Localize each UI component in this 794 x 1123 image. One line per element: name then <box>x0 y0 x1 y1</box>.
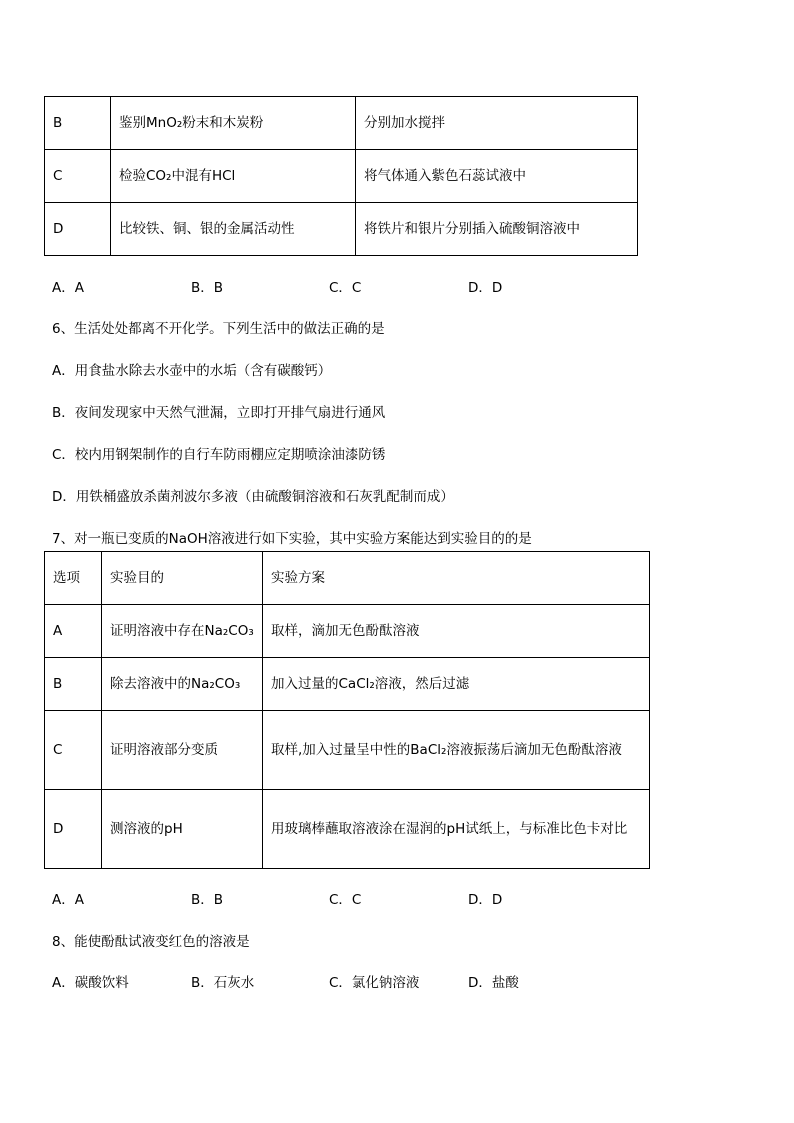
q5-table <box>44 96 638 256</box>
table-row <box>45 711 650 790</box>
method-cell: 分别加水搅拌 <box>356 97 638 150</box>
purpose-cell: 测溶液的pH <box>102 790 263 869</box>
q6-stem: 6、生活处处都离不开化学。下列生活中的做法正确的是 <box>52 321 385 337</box>
method-cell: 取样,加入过量呈中性的BaCl₂溶液振荡后滴加无色酚酞溶液 <box>263 711 650 790</box>
option-a: A．碳酸饮料 <box>52 975 129 991</box>
table-row <box>45 150 638 203</box>
method-cell: 将铁片和银片分别插入硫酸铜溶液中 <box>356 203 638 256</box>
option-cell: C <box>45 711 102 790</box>
table-header-row <box>45 552 650 605</box>
option-b: B．石灰水 <box>191 975 255 991</box>
option-b: B．B <box>191 892 224 908</box>
option-cell: A <box>45 605 102 658</box>
table-row <box>45 790 650 869</box>
option-c: C．C <box>329 892 362 908</box>
q7-stem: 7、对一瓶已变质的NaOH溶液进行如下实验，其中实验方案能达到实验目的的是 <box>52 531 532 547</box>
q7-table <box>44 551 650 869</box>
method-cell: 取样，滴加无色酚酞溶液 <box>263 605 650 658</box>
option-d: D．D <box>468 892 503 908</box>
table-row <box>45 97 638 150</box>
purpose-cell: 鉴别MnO₂粉末和木炭粉 <box>111 97 356 150</box>
q6-option-b: B．夜间发现家中天然气泄漏，立即打开排气扇进行通风 <box>52 405 386 421</box>
table-row <box>45 203 638 256</box>
purpose-cell: 证明溶液中存在Na₂CO₃ <box>102 605 263 658</box>
option-a: A．A <box>52 280 84 296</box>
option-cell: B <box>45 658 102 711</box>
table-row <box>45 605 650 658</box>
header-purpose: 实验目的 <box>102 552 263 605</box>
method-cell: 用玻璃棒蘸取溶液涂在湿润的pH试纸上，与标准比色卡对比 <box>263 790 650 869</box>
method-cell: 加入过量的CaCl₂溶液，然后过滤 <box>263 658 650 711</box>
option-c: C．氯化钠溶液 <box>329 975 420 991</box>
q6-option-a: A．用食盐水除去水壶中的水垢（含有碳酸钙） <box>52 363 332 379</box>
purpose-cell: 检验CO₂中混有HCl <box>111 150 356 203</box>
option-d: D．D <box>468 280 503 296</box>
q8-stem: 8、能使酚酞试液变红色的溶液是 <box>52 934 250 950</box>
option-b: B．B <box>191 280 224 296</box>
option-cell: B <box>45 97 111 150</box>
option-cell: C <box>45 150 111 203</box>
purpose-cell: 比较铁、铜、银的金属活动性 <box>111 203 356 256</box>
method-cell: 将气体通入紫色石蕊试液中 <box>356 150 638 203</box>
header-option: 选项 <box>45 552 102 605</box>
option-cell: D <box>45 203 111 256</box>
purpose-cell: 证明溶液部分变质 <box>102 711 263 790</box>
header-method: 实验方案 <box>263 552 650 605</box>
option-c: C．C <box>329 280 362 296</box>
table-row <box>45 658 650 711</box>
option-cell: D <box>45 790 102 869</box>
option-d: D．盐酸 <box>468 975 519 991</box>
purpose-cell: 除去溶液中的Na₂CO₃ <box>102 658 263 711</box>
q6-option-c: C．校内用钢架制作的自行车防雨棚应定期喷涂油漆防锈 <box>52 447 386 463</box>
q6-option-d: D．用铁桶盛放杀菌剂波尔多液（由硫酸铜溶液和石灰乳配制而成） <box>52 489 454 505</box>
option-a: A．A <box>52 892 84 908</box>
